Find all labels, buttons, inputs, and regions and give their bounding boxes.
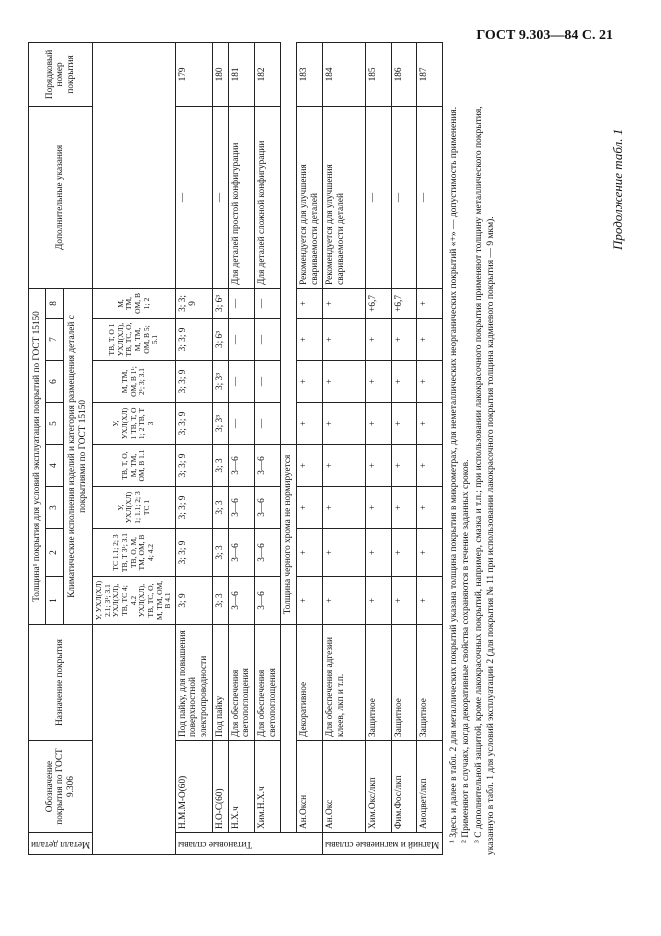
order-cell: 182	[254, 42, 280, 106]
purpose-cell: Для обеспечения светопоглощения	[228, 625, 254, 741]
value-cell: —	[228, 319, 254, 361]
order-cell: 184	[323, 42, 366, 106]
table-row	[175, 42, 212, 854]
table-row	[228, 42, 254, 854]
value-cell: —	[228, 361, 254, 403]
group-num: 1	[46, 577, 63, 625]
value-cell: +	[323, 529, 366, 577]
group-desc: ТВ, Т, О, М, ТМ, ОМ, В 1.1	[93, 445, 176, 487]
group-desc: У, УХЛ(ХЛ) 2.1; 3¹; 3.1 УХЛ(ХЛ), ТВ, ТС 4; 4.2 УХЛ(ХЛ), ТВ, ТС, О, М, ТМ, ОМ, В 4.1	[93, 577, 176, 625]
purpose-cell: Под пайку	[212, 625, 228, 741]
header-climatic: Климатические исполнения изделий и категория размещения деталей с покрытиями по ГОСТ 15150	[63, 288, 92, 624]
value-cell: 3; 3³	[212, 361, 228, 403]
value-cell: 3; 3; 9	[175, 529, 212, 577]
group-num: 4	[46, 445, 63, 487]
value-cell: 3—6	[254, 577, 280, 625]
table-row	[391, 42, 416, 854]
group-desc: У, УХЛ(ХЛ) 1 ТВ, Т, О 1; 2 ТВ, Т 3	[93, 403, 176, 445]
table-row	[323, 42, 366, 854]
header-notes: Дополнительные указания	[29, 106, 93, 288]
value-cell: +	[391, 319, 416, 361]
order-cell: 187	[417, 42, 442, 106]
group-desc: У, УХЛ(ХЛ) 1; 1.1; 2; 3 ТС 1	[93, 487, 176, 529]
value-cell: +	[296, 487, 322, 529]
value-cell: +	[296, 529, 322, 577]
value-cell: —	[254, 361, 280, 403]
order-cell: 186	[391, 42, 416, 106]
value-cell: +	[296, 319, 322, 361]
designation-cell: Фим.Фос/лкп	[391, 741, 416, 833]
value-cell: +	[366, 529, 391, 577]
value-cell: 3; 3	[212, 445, 228, 487]
header-metal: Металл детали	[29, 833, 93, 855]
coatings-table	[28, 42, 443, 855]
value-cell: +	[417, 288, 442, 318]
value-cell: 3; 3; 9	[175, 445, 212, 487]
value-cell: 3; 3	[212, 577, 228, 625]
value-cell: +6,7	[391, 288, 416, 318]
group-num: 7	[46, 319, 63, 361]
footnote: ² Применяют в случаях, когда декоративные свойства сохраняются в течение заданных сроков.	[461, 459, 472, 843]
value-cell: +	[296, 361, 322, 403]
value-cell: +	[391, 487, 416, 529]
value-cell: +	[391, 445, 416, 487]
notes-cell: —	[417, 106, 442, 288]
group-desc: ТВ, Т, О 1 УХЛ(ХЛ), ТВ, ТС, О, М, ТМ, ОМ, В 5; 5.1	[93, 319, 176, 361]
value-cell: —	[228, 288, 254, 318]
purpose-cell: Под пайку, для повышения поверхностной электропроводности	[175, 625, 212, 741]
value-cell: +	[417, 445, 442, 487]
order-cell: 181	[228, 42, 254, 106]
table-row	[254, 42, 280, 854]
value-cell: 3; 9	[175, 577, 212, 625]
notes-cell: —	[175, 106, 212, 288]
footnotes	[449, 85, 499, 855]
order-cell: 179	[175, 42, 212, 106]
purpose-cell: Защитное	[391, 625, 416, 741]
rotated-page-content	[28, 49, 600, 855]
designation-cell: Хим.Окс/лкп	[366, 741, 391, 833]
value-cell: +	[323, 445, 366, 487]
value-cell: 3—6	[228, 577, 254, 625]
value-cell: +	[323, 361, 366, 403]
notes-cell: —	[366, 106, 391, 288]
designation-cell: Ан.Окс	[323, 741, 366, 833]
header-thickness: Толщина¹ покрытия для условий эксплуатации покрытий по ГОСТ 15150	[29, 288, 46, 624]
value-cell: +	[323, 403, 366, 445]
value-cell: +	[366, 361, 391, 403]
order-cell: 180	[212, 42, 228, 106]
value-cell: 3; 3	[212, 487, 228, 529]
value-cell: 3; 3; 9	[175, 403, 212, 445]
value-cell: +	[366, 487, 391, 529]
value-cell: +	[417, 529, 442, 577]
value-cell: +	[323, 487, 366, 529]
header-order: Порядковый номер покрытия	[29, 42, 93, 106]
value-cell: 3; 3; 9	[175, 319, 212, 361]
value-cell: +	[366, 319, 391, 361]
value-cell: —	[254, 319, 280, 361]
value-cell: +	[323, 288, 366, 318]
designation-cell: Н.О-С(60)	[212, 741, 228, 833]
metal-group-titanium: Титановые сплавы	[175, 833, 323, 855]
header-purpose: Назначение покрытия	[29, 625, 93, 741]
value-cell: 3—6	[254, 445, 280, 487]
value-cell: —	[254, 288, 280, 318]
value-cell: 3—6	[228, 445, 254, 487]
value-cell: —	[254, 403, 280, 445]
black-chrome-note: Толщина черного хрома не нормируется	[281, 445, 297, 625]
value-cell: +	[417, 361, 442, 403]
value-cell: 3—6	[228, 529, 254, 577]
value-cell: +	[366, 403, 391, 445]
metal-group-magnesium: Магний и магниевые сплавы	[323, 833, 442, 855]
group-num: 2	[46, 529, 63, 577]
value-cell: +	[417, 577, 442, 625]
purpose-cell: Защитное	[417, 625, 442, 741]
designation-cell: Аноцвет/лкп	[417, 741, 442, 833]
group-num: 8	[46, 288, 63, 318]
value-cell: +	[391, 361, 416, 403]
value-cell: +	[417, 319, 442, 361]
value-cell: +	[296, 445, 322, 487]
group-desc: М, ТМ, ОМ, В 1¹; 2¹; 3; 3.1	[93, 361, 176, 403]
value-cell: 3—6	[228, 487, 254, 529]
table-row	[366, 42, 391, 854]
value-cell: +	[296, 288, 322, 318]
notes-cell: Рекомендуется для улучшения свариваемости деталей	[323, 106, 366, 288]
value-cell: 3—6	[254, 529, 280, 577]
value-cell: +	[296, 577, 322, 625]
value-cell: +6,7	[366, 288, 391, 318]
group-num: 5	[46, 403, 63, 445]
footnote: ³ С дополнительной защитой, кроме лакокрасочных покрытий, например, смазка и т.п.; при использовании лакокрасочного покрытия применяют толщину металлического покрытия, указанную в табл. 1 для условий эксплуатации 2 (для покрытия № 11 при использовании лакокрасочного покрытия толщина кадмиевого покрытия — 9 мкм).	[474, 106, 497, 855]
value-cell: +	[417, 487, 442, 529]
value-cell: 3; 6³	[212, 319, 228, 361]
purpose-cell: Для обеспечения светопоглощения	[254, 625, 280, 741]
footnote: ¹ Здесь и далее в табл. 2 для металлических покрытий указана толщина покрытия в микрометрах, для неметаллических неорганических покрытий «+» — допустимость применения.	[448, 106, 459, 843]
continuation-caption: Продолжение табл. 1	[610, 128, 625, 250]
value-cell: 3—6	[254, 487, 280, 529]
table-row	[417, 42, 442, 854]
black-chrome-note-row	[281, 42, 297, 854]
notes-cell: —	[391, 106, 416, 288]
purpose-cell: Декоративное	[296, 625, 322, 741]
value-cell: +	[323, 319, 366, 361]
value-cell: +	[366, 445, 391, 487]
notes-cell: Для деталей сложной конфигурации	[254, 106, 280, 288]
designation-cell: Ан.Оксн	[296, 741, 322, 833]
value-cell: 3; 3	[212, 529, 228, 577]
value-cell: 3; 3; 9	[175, 288, 212, 318]
value-cell: +	[323, 577, 366, 625]
table-row	[296, 42, 322, 854]
value-cell: —	[228, 403, 254, 445]
value-cell: 3; 3; 9	[175, 361, 212, 403]
value-cell: +	[391, 529, 416, 577]
value-cell: 3; 6³	[212, 288, 228, 318]
group-desc: ТС 1.1; 2; 3 ТВ, Т 3¹; 3.1 ТВ, О, М, ТМ, ОМ, В 4; 4.2	[93, 529, 176, 577]
value-cell: +	[391, 403, 416, 445]
order-cell: 185	[366, 42, 391, 106]
header-designation: Обозначение покрытия по ГОСТ 9.306	[29, 741, 93, 833]
value-cell: +	[366, 577, 391, 625]
page-header: ГОСТ 9.303—84 С. 21	[476, 28, 613, 43]
group-num: 6	[46, 361, 63, 403]
order-cell: 183	[296, 42, 322, 106]
value-cell: 3; 3³	[212, 403, 228, 445]
notes-cell: Для деталей простой конфигурации	[228, 106, 254, 288]
designation-cell: Н.М.М-О(60)	[175, 741, 212, 833]
value-cell: +	[417, 403, 442, 445]
table-row	[212, 42, 228, 854]
purpose-cell: Для обеспечения адгезии клеев, лкп и т.п.	[323, 625, 366, 741]
designation-cell: Хим.Н.Х.ч	[254, 741, 280, 833]
purpose-cell: Защитное	[366, 625, 391, 741]
value-cell: +	[296, 403, 322, 445]
group-num: 3	[46, 487, 63, 529]
designation-cell: Н.Х.ч	[228, 741, 254, 833]
notes-cell: —	[212, 106, 228, 288]
value-cell: 3; 3; 9	[175, 487, 212, 529]
notes-cell: Рекомендуется для улучшения свариваемости деталей	[296, 106, 322, 288]
value-cell: +	[391, 577, 416, 625]
group-desc: М, ТМ, ОМ, В 1; 2	[93, 288, 176, 318]
